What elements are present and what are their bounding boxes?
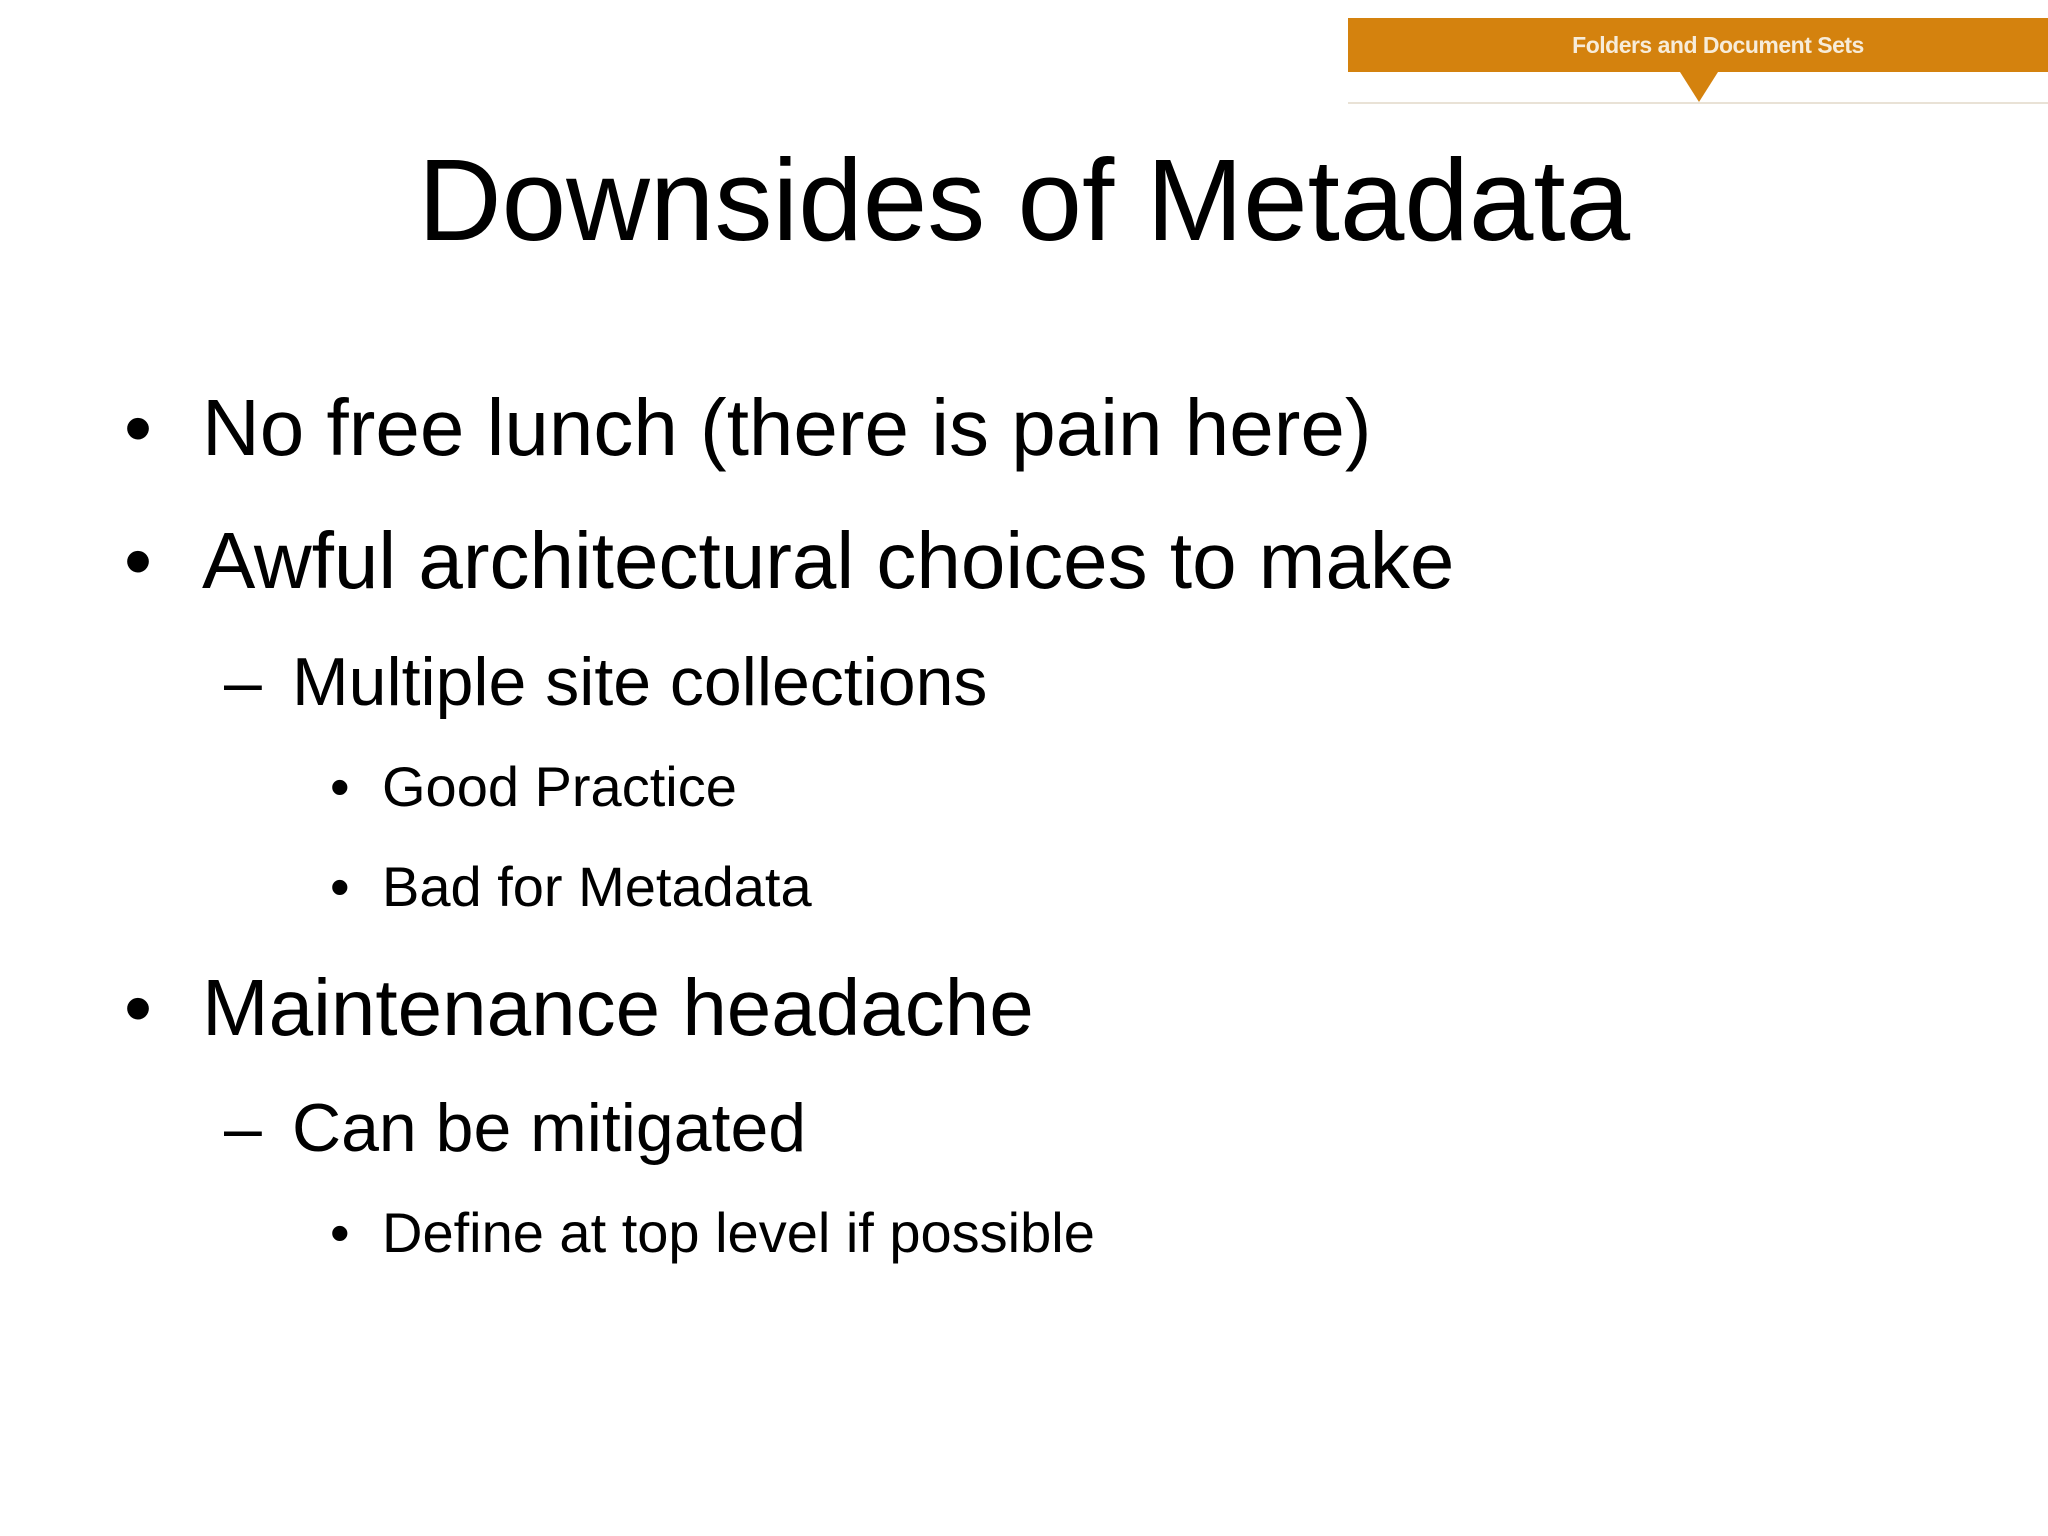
bullet-text: No free lunch (there is pain here)	[202, 383, 1372, 472]
down-arrow-icon	[1680, 72, 1718, 102]
section-banner-label: Folders and Document Sets	[1572, 31, 1864, 58]
slide-title: Downsides of Metadata	[417, 135, 1631, 265]
sub-bullet-marker: –	[224, 1090, 262, 1166]
bullet-marker: •	[124, 963, 153, 1052]
sub-sub-bullet-marker: •	[330, 755, 350, 818]
sub-sub-bullet-text: Bad for Metadata	[382, 855, 812, 918]
bullet-marker: •	[124, 516, 153, 605]
bullet-text: Maintenance headache	[202, 963, 1034, 1052]
bullet-marker: •	[124, 383, 153, 472]
sub-sub-bullet-marker: •	[330, 1201, 350, 1264]
sub-sub-bullet-text: Good Practice	[382, 755, 737, 818]
section-banner-divider	[1348, 102, 2048, 104]
sub-bullet-text: Multiple site collections	[292, 644, 988, 720]
sub-bullet-text: Can be mitigated	[292, 1090, 807, 1166]
sub-bullet-marker: –	[224, 644, 262, 720]
sub-sub-bullet-marker: •	[330, 855, 350, 918]
sub-sub-bullet-text: Define at top level if possible	[382, 1201, 1095, 1264]
bullet-text: Awful architectural choices to make	[202, 516, 1455, 605]
